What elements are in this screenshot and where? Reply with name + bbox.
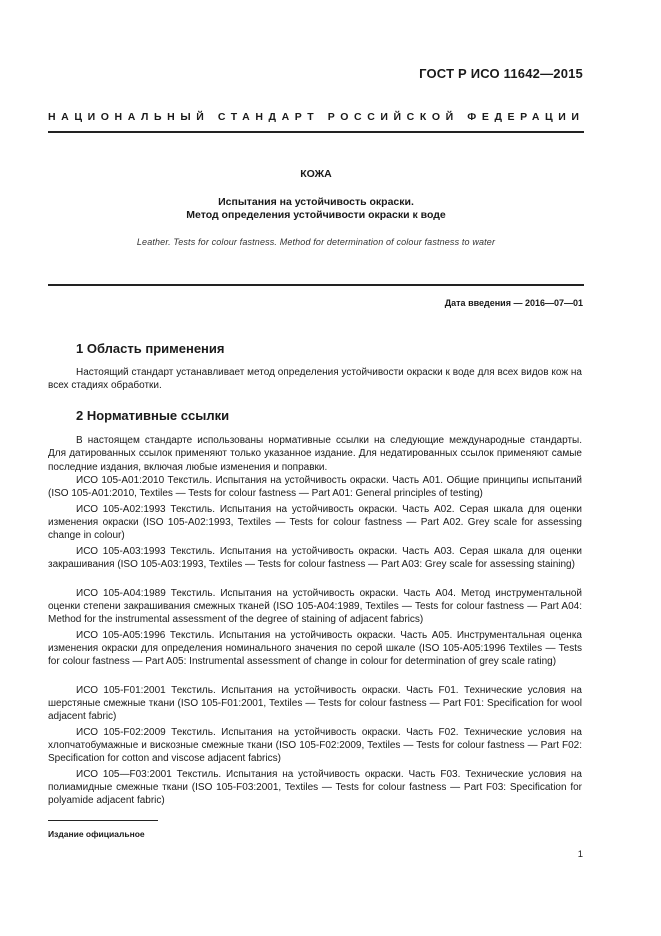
reference-iso-105-a05: ИСО 105-А05:1996 Текстиль. Испытания на устойчивость окраски. Часть А05. Инструментальная оценка изменения окраски для определения номинального значения по серой шкале (ISO 105-A05:1996 Textiles — Tests for colour fastness — Part A05: Instrumental assessment of change in colour for determination of grey scale rating) — [48, 630, 582, 667]
subtitle-line-2: Метод определения устойчивости окраски к воде — [186, 209, 446, 221]
section-2-heading: 2 Нормативные ссылки — [76, 408, 230, 423]
document-code: ГОСТ Р ИСО 11642—2015 — [419, 66, 583, 81]
reference-iso-105-f03: ИСО 105—F03:2001 Текстиль. Испытания на устойчивость окраски. Часть F03. Технические условия на полиамидные смежные ткани (ISO 105-F03:2001, Textiles — Tests for colour fastness — Part F03: Specification for polyamide adjacent fabric) — [48, 769, 582, 806]
reference-iso-105-f02: ИСО 105-F02:2009 Текстиль. Испытания на устойчивость окраски. Часть F02. Технические условия на хлопчатобумажные и вискозные смежные ткани (ISO 105-F02:2009, Textiles — Tests for colour fastness — Part F02: Specification for cotton and viscose adjacent fabrics) — [48, 727, 582, 764]
edition-note: Издание официальное — [48, 829, 145, 839]
section-2-intro: В настоящем стандарте использованы нормативные ссылки на следующие международные стандарты. Для датированных ссылок применяют только указанное издание. Для недатированных ссылок применяют самые последние издания, включая любые изменения и поправки. — [48, 435, 582, 473]
reference-iso-105-f01: ИСО 105-F01:2001 Текстиль. Испытания на устойчивость окраски. Часть F01. Технические условия на шерстяные смежные ткани (ISO 105-F01:2001, Textiles — Tests for colour fastness — Part F01: Specification for wool adjacent fabric) — [48, 685, 582, 722]
section-1-text: Настоящий стандарт устанавливает метод определения устойчивости окраски к воде для всех видов кож на всех стадиях обработки. — [48, 367, 582, 392]
national-standard-banner: НАЦИОНАЛЬНЫЙ СТАНДАРТ РОССИЙСКОЙ ФЕДЕРАЦИИ — [48, 111, 585, 123]
top-divider — [48, 131, 584, 133]
reference-iso-105-a01: ИСО 105-А01:2010 Текстиль. Испытания на устойчивость окраски. Часть А01. Общие принципы испытаний (ISO 105-A01:2010, Textiles — Tests for colour fastness — Part A01: General principles of testing) — [48, 475, 582, 499]
title-divider — [48, 284, 584, 286]
section-1-heading: 1 Область применения — [76, 341, 225, 356]
footer-divider — [48, 820, 158, 821]
english-title: Leather. Tests for colour fastness. Method for determination of colour fastness to water — [136, 237, 496, 247]
document-title: КОЖА — [300, 168, 332, 180]
page-number: 1 — [577, 849, 583, 860]
reference-iso-105-a02: ИСО 105-А02:1993 Текстиль. Испытания на устойчивость окраски. Часть А02. Серая шкала для оценки изменения окраски (ISO 105-A02:1993, Textiles — Tests for colour fastness — Part A02. Grey scale for assessing change in colour) — [48, 504, 582, 541]
document-subtitle — [48, 196, 584, 222]
reference-iso-105-a04: ИСО 105-А04:1989 Текстиль. Испытания на устойчивость окраски. Часть А04. Метод инструментальной оценки степени закрашивания смежных тканей (ISO 105-A04:1989, Textiles — Tests for colour fastness — Part A04: Method for the instrumental assessment of the degree of staining of adjacent fabrics) — [48, 588, 582, 625]
subtitle-line-1: Испытания на устойчивость окраски. — [218, 196, 414, 208]
introduction-date: Дата введения — 2016—07—01 — [444, 298, 583, 308]
reference-iso-105-a03: ИСО 105-А03:1993 Текстиль. Испытания на устойчивость окраски. Часть А03. Серая шкала для оценки закрашивания (ISO 105-A03:1993, Textiles — Tests for colour fastness — Part A03: Grey scale for assessing staining) — [48, 546, 582, 570]
